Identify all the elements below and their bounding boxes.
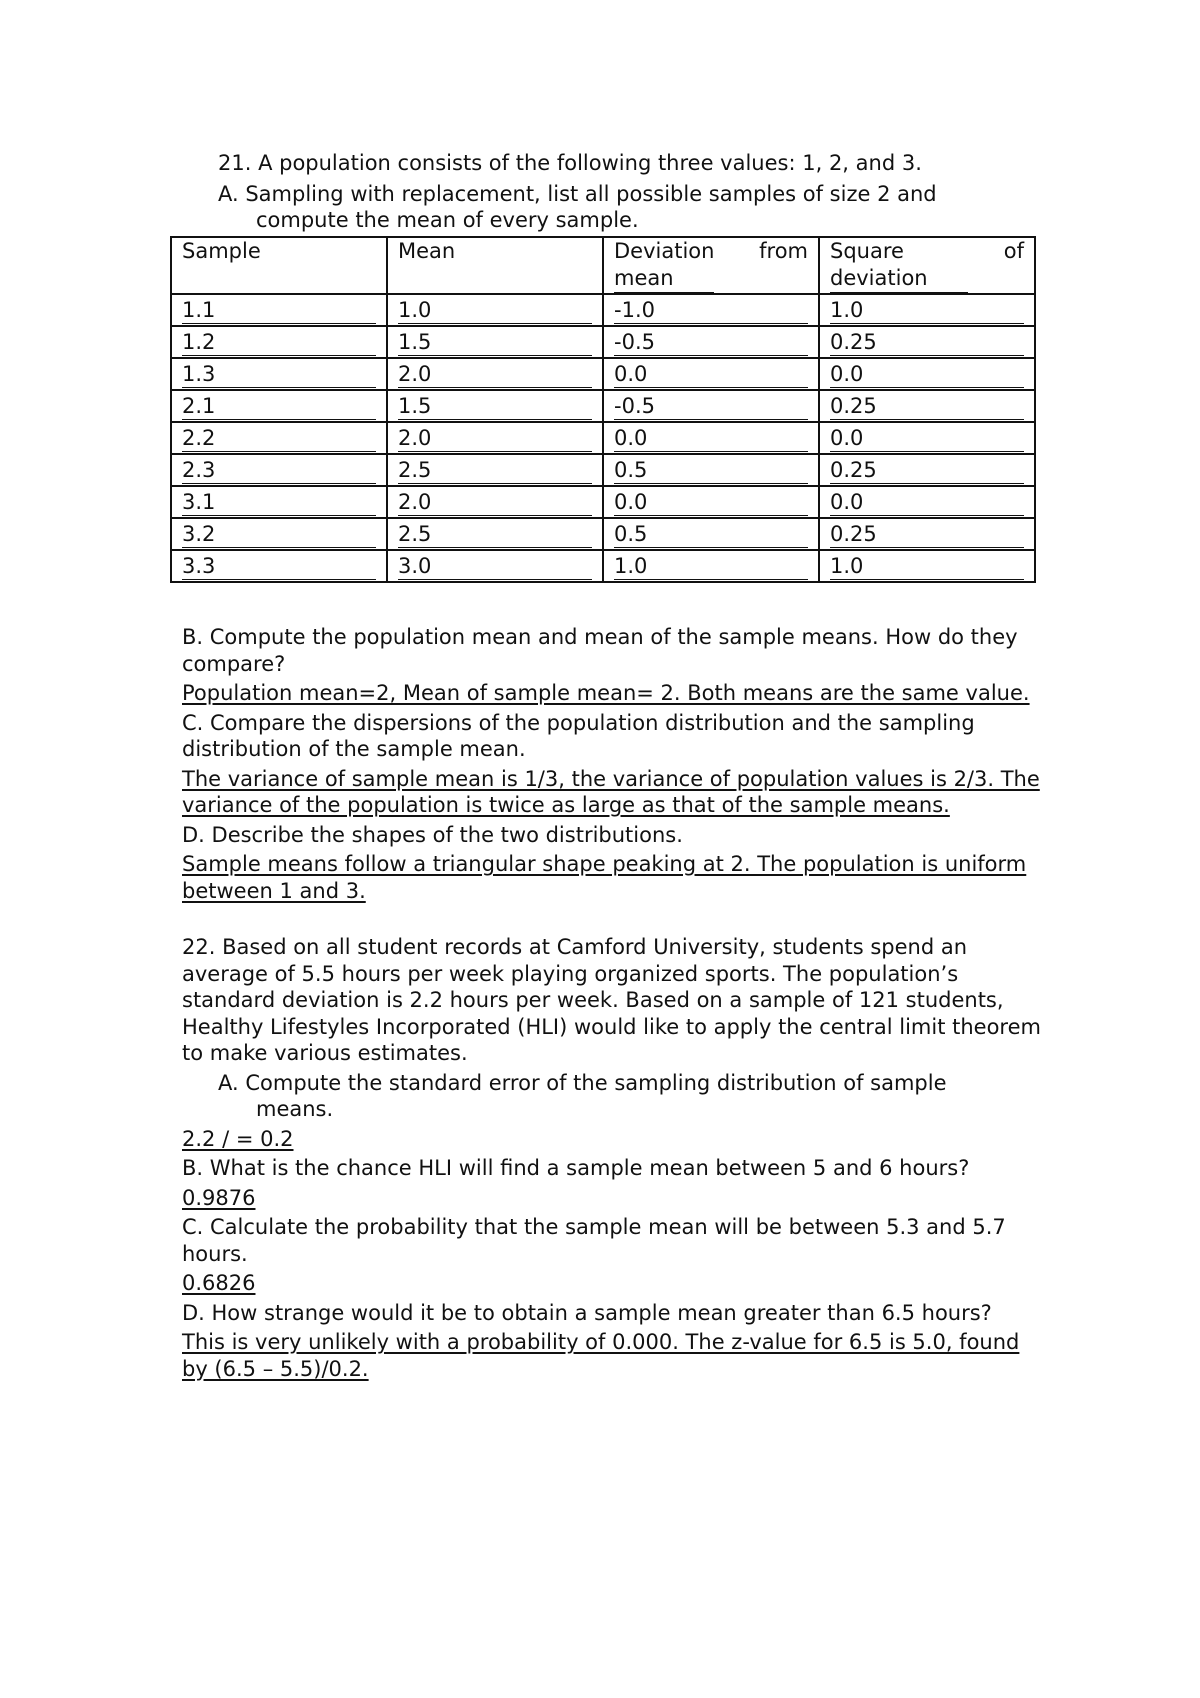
q21-part-c-answer: The variance of sample mean is 1/3, the variance of population values is 2/3. The variance of the population is twice as large as that of the sample means. xyxy=(182,766,1040,817)
table-row xyxy=(171,454,1035,486)
cell-mean-value: 3.0 xyxy=(398,551,592,580)
table-row xyxy=(171,422,1035,454)
cell-mean-value: 2.5 xyxy=(398,519,592,548)
cell-sample-value: 3.3 xyxy=(182,551,376,580)
question-22-intro: 22. Based on all student records at Camford University, students spend an average of 5.5 hours per week playing organized sports. The population’s standard deviation is 2.2 hours per week. Based on a sample of 121 students, Healthy Lifestyles Incorporated (HLI) would like to apply the central limit theorem to make various estimates. xyxy=(182,935,1041,1065)
header-sample xyxy=(171,237,387,294)
cell-square xyxy=(819,486,1035,518)
cell-square-value: 0.25 xyxy=(830,519,1024,548)
header-deviation-word2: from xyxy=(759,239,808,263)
cell-square-value: 1.0 xyxy=(830,295,1024,324)
cell-sample xyxy=(171,390,387,422)
cell-deviation-value: 0.5 xyxy=(614,519,808,548)
q21-part-b-question: B. Compute the population mean and mean of the sample means. How do they compare? xyxy=(182,625,1018,676)
cell-sample-value: 1.3 xyxy=(182,359,376,388)
header-square-word3: deviation xyxy=(830,265,968,293)
q22-part-c-answer: 0.6826 xyxy=(182,1271,256,1295)
q22-part-b-question: B. What is the chance HLI will find a sample mean between 5 and 6 hours? xyxy=(182,1156,970,1180)
cell-sample xyxy=(171,326,387,358)
cell-square xyxy=(819,422,1035,454)
cell-square-value: 0.0 xyxy=(830,423,1024,452)
cell-sample xyxy=(171,422,387,454)
cell-mean xyxy=(387,550,603,582)
q22-part-c-question: C. Calculate the probability that the sample mean will be between 5.3 and 5.7 hours. xyxy=(182,1215,1006,1266)
cell-deviation xyxy=(603,294,819,326)
cell-deviation-value: 0.0 xyxy=(614,359,808,388)
cell-sample-value: 1.1 xyxy=(182,295,376,324)
cell-deviation xyxy=(603,422,819,454)
q21-part-b-answer: Population mean=2, Mean of sample mean= 2. Both means are the same value. xyxy=(182,681,1030,705)
q22-part-a-question-line2: means. xyxy=(256,1097,334,1121)
cell-square xyxy=(819,518,1035,550)
cell-sample xyxy=(171,454,387,486)
cell-mean xyxy=(387,454,603,486)
cell-deviation xyxy=(603,390,819,422)
cell-deviation-value: 0.0 xyxy=(614,423,808,452)
header-mean xyxy=(387,237,603,294)
header-sample-label: Sample xyxy=(182,239,261,263)
table-row xyxy=(171,326,1035,358)
cell-square-value: 0.0 xyxy=(830,359,1024,388)
cell-mean xyxy=(387,326,603,358)
cell-deviation-value: 0.0 xyxy=(614,487,808,516)
question-21-part-a-line2: compute the mean of every sample. xyxy=(256,208,639,232)
q22-part-b-answer: 0.9876 xyxy=(182,1185,256,1210)
cell-mean-value: 1.5 xyxy=(398,327,592,356)
cell-mean-value: 1.0 xyxy=(398,295,592,324)
cell-sample-value: 2.3 xyxy=(182,455,376,484)
cell-deviation xyxy=(603,550,819,582)
header-mean-label: Mean xyxy=(398,239,456,263)
cell-deviation xyxy=(603,326,819,358)
cell-mean xyxy=(387,390,603,422)
cell-square xyxy=(819,358,1035,390)
cell-sample xyxy=(171,550,387,582)
table-row xyxy=(171,294,1035,326)
question-21-title: 21. A population consists of the following three values: 1, 2, and 3. xyxy=(218,151,922,175)
cell-deviation xyxy=(603,358,819,390)
q21-part-c-question: C. Compare the dispersions of the population distribution and the sampling distribution of the sample mean. xyxy=(182,710,975,761)
cell-square-value: 0.0 xyxy=(830,487,1024,516)
table-header-row xyxy=(171,237,1035,294)
cell-mean-value: 1.5 xyxy=(398,391,592,420)
cell-mean xyxy=(387,486,603,518)
table-row xyxy=(171,518,1035,550)
header-deviation xyxy=(603,237,819,294)
q22-part-a-question-line1: A. Compute the standard error of the sampling distribution of sample xyxy=(218,1070,947,1095)
cell-mean xyxy=(387,518,603,550)
cell-deviation-value: -1.0 xyxy=(614,295,808,324)
question-21-part-a-line1: A. Sampling with replacement, list all possible samples of size 2 and xyxy=(218,181,937,206)
cell-square-value: 0.25 xyxy=(830,391,1024,420)
q21-part-d-answer: Sample means follow a triangular shape peaking at 2. The population is uniform between 1 and 3. xyxy=(182,852,1027,903)
table-row xyxy=(171,550,1035,582)
header-square-word1: Square xyxy=(830,239,904,263)
cell-square-value: 0.25 xyxy=(830,327,1024,356)
table-row xyxy=(171,390,1035,422)
cell-mean-value: 2.5 xyxy=(398,455,592,484)
cell-deviation xyxy=(603,518,819,550)
answers-section xyxy=(182,624,1042,1382)
cell-deviation-value: -0.5 xyxy=(614,391,808,420)
cell-sample-value: 1.2 xyxy=(182,327,376,356)
cell-mean xyxy=(387,294,603,326)
q22-part-d-question: D. How strange would it be to obtain a sample mean greater than 6.5 hours? xyxy=(182,1300,992,1325)
table-row xyxy=(171,486,1035,518)
q22-part-a-answer: 2.2 / = 0.2 xyxy=(182,1126,294,1151)
cell-mean-value: 2.0 xyxy=(398,487,592,516)
cell-sample-value: 2.1 xyxy=(182,391,376,420)
cell-mean xyxy=(387,422,603,454)
cell-deviation-value: -0.5 xyxy=(614,327,808,356)
header-deviation-word3: mean xyxy=(614,265,714,293)
cell-sample xyxy=(171,358,387,390)
header-square xyxy=(819,237,1035,294)
cell-square xyxy=(819,454,1035,486)
cell-sample-value: 2.2 xyxy=(182,423,376,452)
table-row xyxy=(171,358,1035,390)
cell-square-value: 0.25 xyxy=(830,455,1024,484)
header-deviation-word1: Deviation xyxy=(614,239,715,263)
cell-deviation xyxy=(603,486,819,518)
header-square-word2: of xyxy=(1003,239,1024,263)
q21-part-d-question: D. Describe the shapes of the two distributions. xyxy=(182,822,683,847)
cell-deviation-value: 0.5 xyxy=(614,455,808,484)
cell-square xyxy=(819,326,1035,358)
cell-sample xyxy=(171,518,387,550)
cell-mean-value: 2.0 xyxy=(398,359,592,388)
cell-sample-value: 3.2 xyxy=(182,519,376,548)
cell-square-value: 1.0 xyxy=(830,551,1024,580)
q22-part-d-answer: This is very unlikely with a probability of 0.000. The z-value for 6.5 is 5.0, found by (6.5 – 5.5)/0.2. xyxy=(182,1330,1020,1381)
cell-square xyxy=(819,550,1035,582)
cell-sample xyxy=(171,294,387,326)
samples-table xyxy=(170,236,1036,583)
cell-sample-value: 3.1 xyxy=(182,487,376,516)
cell-square xyxy=(819,294,1035,326)
cell-mean-value: 2.0 xyxy=(398,423,592,452)
cell-sample xyxy=(171,486,387,518)
cell-deviation-value: 1.0 xyxy=(614,551,808,580)
cell-mean xyxy=(387,358,603,390)
question-21-header xyxy=(218,150,1038,234)
cell-square xyxy=(819,390,1035,422)
cell-deviation xyxy=(603,454,819,486)
